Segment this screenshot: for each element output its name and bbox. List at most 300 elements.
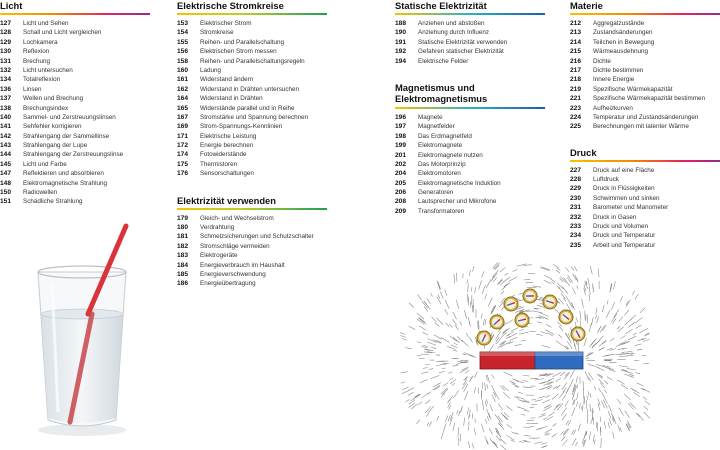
toc-page-number: 192 xyxy=(395,48,407,56)
toc-entry-label: Energieverbrauch im Haushalt xyxy=(200,261,285,269)
toc-entry xyxy=(395,47,545,56)
toc-entry-label: Elektromotoren xyxy=(418,170,461,178)
iron-filing xyxy=(597,316,599,323)
iron-filing xyxy=(506,435,514,440)
iron-filing xyxy=(501,413,508,420)
iron-filing xyxy=(644,412,650,419)
toc-page-number: 208 xyxy=(395,198,407,206)
iron-filing xyxy=(470,337,473,342)
toc-entry xyxy=(395,19,545,28)
iron-filing xyxy=(445,416,448,423)
iron-filing xyxy=(536,428,543,430)
toc-page-number: 148 xyxy=(0,179,12,187)
toc-entry-label: Stromstärke und Spannung berechnen xyxy=(200,113,309,121)
iron-filing xyxy=(402,390,410,394)
iron-filing xyxy=(556,385,561,389)
iron-filing xyxy=(441,430,444,439)
iron-filing xyxy=(531,404,537,405)
iron-filing xyxy=(502,385,508,391)
iron-filing xyxy=(534,311,542,313)
iron-filing xyxy=(608,405,611,412)
iron-filing xyxy=(500,386,505,391)
toc-page-number: 142 xyxy=(0,132,12,140)
iron-filing xyxy=(589,287,590,295)
iron-filing xyxy=(519,441,523,442)
iron-filing xyxy=(576,376,577,382)
iron-filing xyxy=(472,444,473,449)
toc-entry-label: Elektromagnetische Strahlung xyxy=(23,179,108,187)
iron-filing xyxy=(561,408,567,416)
iron-filing xyxy=(456,364,461,365)
iron-filing xyxy=(643,389,650,394)
iron-filing xyxy=(526,423,531,424)
iron-filing xyxy=(633,333,637,335)
iron-filing xyxy=(544,280,552,284)
toc-entry-label: Brechungsindex xyxy=(23,104,69,112)
toc-page-number: 155 xyxy=(177,38,189,46)
iron-filing xyxy=(449,395,454,401)
iron-filing xyxy=(454,274,455,283)
iron-filing xyxy=(614,281,616,289)
toc-page-number: 153 xyxy=(177,20,189,27)
iron-filing xyxy=(425,407,431,414)
iron-filing xyxy=(552,434,557,437)
iron-filing xyxy=(604,396,608,404)
toc-entry xyxy=(395,160,545,169)
iron-filing xyxy=(454,343,458,346)
iron-filing xyxy=(630,403,636,409)
iron-filing xyxy=(447,399,450,403)
iron-filing xyxy=(636,325,642,329)
toc-entry-label: Reihen- und Parallelschaltung xyxy=(200,38,285,46)
toc-entry xyxy=(177,279,327,288)
iron-filing xyxy=(450,336,457,342)
iron-filing xyxy=(541,443,547,445)
iron-filing xyxy=(453,312,457,319)
toc-entry xyxy=(0,113,150,122)
iron-filing xyxy=(566,296,570,302)
iron-filing xyxy=(493,392,496,397)
iron-filing xyxy=(620,296,622,301)
toc-page-number: 217 xyxy=(570,66,582,74)
iron-filing xyxy=(570,379,573,387)
iron-filing xyxy=(535,442,543,444)
iron-filing xyxy=(532,286,541,287)
iron-filing xyxy=(632,389,639,393)
iron-filing xyxy=(536,334,543,335)
iron-filing xyxy=(470,409,471,417)
toc-entry-label: Transformatoren xyxy=(418,207,465,215)
iron-filing xyxy=(409,303,414,308)
iron-filing xyxy=(489,428,492,434)
toc-page-number: 209 xyxy=(395,207,407,215)
iron-filing xyxy=(572,438,576,445)
entry-list-druck xyxy=(570,166,720,251)
iron-filing xyxy=(538,396,545,398)
toc-page-number: 234 xyxy=(570,232,582,240)
toc-entry xyxy=(395,38,545,47)
iron-filing xyxy=(500,439,506,445)
iron-filing xyxy=(523,440,528,441)
iron-filing xyxy=(524,411,529,412)
iron-filing xyxy=(551,282,555,284)
toc-page-number: 156 xyxy=(177,48,189,56)
iron-filing xyxy=(489,344,494,351)
iron-filing xyxy=(490,404,493,411)
iron-filing xyxy=(503,372,512,376)
toc-page-number: 198 xyxy=(395,132,407,140)
toc-entry xyxy=(395,151,545,160)
toc-page-number: 228 xyxy=(570,176,582,184)
iron-filing xyxy=(422,393,429,398)
iron-filing xyxy=(402,387,408,390)
iron-filing xyxy=(626,329,633,334)
iron-filing xyxy=(534,379,543,381)
iron-filing xyxy=(571,266,574,270)
compass-icon xyxy=(559,310,573,324)
column-elektrizitaet xyxy=(177,0,327,289)
iron-filing xyxy=(498,332,501,336)
toc-entry xyxy=(570,184,720,193)
section-rule-stromkreise xyxy=(177,13,327,15)
iron-filing xyxy=(545,429,552,433)
section-rule-magnetismus xyxy=(395,107,545,109)
toc-page-number: 183 xyxy=(177,252,189,260)
toc-entry xyxy=(177,104,327,113)
toc-entry xyxy=(0,19,150,28)
iron-filing xyxy=(635,344,642,346)
toc-page-number: 204 xyxy=(395,170,407,178)
iron-filing xyxy=(616,343,625,347)
compass-icon xyxy=(504,297,518,311)
iron-filing xyxy=(613,416,616,425)
toc-page-number: 181 xyxy=(177,233,189,241)
iron-filing xyxy=(445,290,447,296)
iron-filing xyxy=(488,297,492,306)
iron-filing xyxy=(574,266,577,271)
iron-filing xyxy=(518,392,523,394)
iron-filing xyxy=(590,404,591,412)
toc-entry-label: Radiowellen xyxy=(23,189,58,197)
toc-entry-label: Berechnungen mit latenter Wärme xyxy=(593,123,689,131)
iron-filing xyxy=(437,416,440,420)
iron-filing xyxy=(405,348,412,349)
iron-filing xyxy=(546,416,553,420)
iron-filing xyxy=(489,413,492,419)
toc-page-number: 202 xyxy=(395,160,407,168)
iron-filing xyxy=(544,275,551,278)
iron-filing xyxy=(562,414,566,420)
iron-filing xyxy=(438,295,440,299)
iron-filing xyxy=(454,390,459,398)
iron-filing xyxy=(482,400,484,410)
iron-filing xyxy=(542,345,551,347)
iron-filing xyxy=(445,309,448,314)
iron-filing xyxy=(443,363,449,364)
iron-filing xyxy=(593,408,594,414)
iron-filing xyxy=(517,264,527,266)
iron-filing xyxy=(576,318,577,323)
iron-filing xyxy=(508,320,513,324)
iron-filing xyxy=(628,322,635,327)
iron-filing xyxy=(515,344,522,346)
iron-filing xyxy=(436,355,440,356)
toc-page-number: 223 xyxy=(570,104,582,112)
iron-filing xyxy=(462,354,466,355)
iron-filing xyxy=(644,406,649,410)
iron-filing xyxy=(622,352,626,353)
iron-filing xyxy=(491,335,493,340)
iron-filing xyxy=(540,313,549,317)
iron-filing xyxy=(614,310,619,318)
toc-entry-label: Verdrahtung xyxy=(200,224,235,232)
iron-filing xyxy=(499,341,505,345)
iron-filing xyxy=(501,291,504,294)
toc-page-number: 218 xyxy=(570,76,582,84)
iron-filing xyxy=(598,269,599,278)
iron-filing xyxy=(543,406,552,411)
iron-filing xyxy=(628,336,636,340)
iron-filing xyxy=(449,378,453,381)
iron-filing xyxy=(578,343,579,352)
toc-entry-label: Schmelzsicherungen und Schutzschalter xyxy=(200,233,314,241)
toc-page-number: 176 xyxy=(177,170,189,178)
iron-filing xyxy=(605,354,615,356)
toc-entry xyxy=(395,197,545,206)
entry-list-statisch xyxy=(395,19,545,66)
toc-entry-label: Dichte xyxy=(593,57,611,65)
toc-entry xyxy=(0,150,150,159)
iron-filing xyxy=(554,404,561,411)
section-title-verwenden: Elektrizität verwenden xyxy=(177,194,276,206)
toc-entry xyxy=(570,241,720,250)
toc-page-number: 235 xyxy=(570,241,582,249)
iron-filing xyxy=(447,346,455,349)
toc-entry xyxy=(570,166,720,175)
compass-icon xyxy=(571,327,585,341)
iron-filing xyxy=(543,418,547,420)
toc-entry-label: Schall und Licht vergleichen xyxy=(23,29,102,37)
iron-filing xyxy=(432,388,436,391)
iron-filing xyxy=(465,370,469,373)
toc-entry-label: Stromkreise xyxy=(200,29,234,37)
toc-page-number: 130 xyxy=(0,48,12,56)
iron-filing xyxy=(499,302,504,307)
iron-filing xyxy=(624,394,631,400)
toc-page-number: 140 xyxy=(0,113,12,121)
iron-filing xyxy=(590,266,592,275)
iron-filing xyxy=(498,416,503,422)
iron-filing xyxy=(504,284,508,288)
section-title-druck: Druck xyxy=(570,146,597,158)
iron-filing xyxy=(401,372,408,373)
iron-filing xyxy=(585,358,589,359)
section-rule-druck xyxy=(570,160,720,162)
iron-filing xyxy=(524,265,532,266)
toc-page-number: 134 xyxy=(0,76,12,84)
iron-filing xyxy=(559,391,565,398)
iron-filing xyxy=(420,380,428,383)
iron-filing xyxy=(582,406,583,411)
toc-entry xyxy=(395,188,545,197)
toc-entry-label: Barometer und Manometer xyxy=(593,204,669,212)
toc-page-number: 128 xyxy=(0,29,12,37)
toc-entry-label: Sensorschaltungen xyxy=(200,170,254,178)
iron-filing xyxy=(424,307,428,312)
toc-page-number: 132 xyxy=(0,66,12,74)
toc-entry xyxy=(395,141,545,150)
iron-filing xyxy=(512,269,517,271)
iron-filing xyxy=(427,299,431,304)
iron-filing xyxy=(485,294,487,299)
iron-filing xyxy=(465,391,469,400)
entry-list-verwenden xyxy=(177,214,327,289)
toc-page-number: 233 xyxy=(570,223,582,231)
column-materie-druck xyxy=(570,0,720,250)
toc-entry xyxy=(395,57,545,66)
iron-filing xyxy=(580,321,581,327)
toc-entry-label: Widerstand ändern xyxy=(200,76,254,84)
toc-page-number: 138 xyxy=(0,104,12,112)
toc-page-number: 186 xyxy=(177,280,189,288)
toc-page-number: 144 xyxy=(0,151,12,159)
entry-list-licht xyxy=(0,19,150,207)
iron-filing xyxy=(639,328,648,333)
iron-filing xyxy=(574,344,576,351)
iron-filing xyxy=(421,346,427,348)
section-title-licht: Licht xyxy=(0,0,23,11)
toc-entry xyxy=(177,85,327,94)
toc-entry xyxy=(177,232,327,241)
toc-entry-label: Strahlengang der Zerstreuungslinse xyxy=(23,151,124,159)
iron-filing xyxy=(565,401,568,407)
toc-entry-label: Aufheizkurven xyxy=(593,104,633,112)
toc-entry xyxy=(0,188,150,197)
iron-filing xyxy=(541,413,546,415)
toc-entry-label: Spezifische Wärmekapazität bestimmen xyxy=(593,95,705,103)
iron-filing xyxy=(602,401,605,408)
toc-page-number: 164 xyxy=(177,95,189,103)
iron-filing xyxy=(613,432,614,439)
toc-entry xyxy=(177,122,327,131)
toc-entry xyxy=(0,28,150,37)
toc-page-number: 147 xyxy=(0,170,12,178)
iron-filing xyxy=(422,332,428,335)
toc-entry xyxy=(570,175,720,184)
iron-filing xyxy=(592,317,594,325)
iron-filing xyxy=(481,424,484,433)
iron-filing xyxy=(437,297,441,304)
section-rule-materie xyxy=(570,13,720,15)
iron-filing xyxy=(617,326,620,329)
iron-filing xyxy=(493,442,497,447)
iron-filing xyxy=(468,284,469,292)
iron-filing xyxy=(599,388,601,392)
iron-filing xyxy=(443,382,448,386)
toc-entry xyxy=(177,150,327,159)
toc-entry xyxy=(0,122,150,131)
iron-filing xyxy=(589,323,591,331)
iron-filing xyxy=(599,347,605,350)
toc-entry-label: Magnetfelder xyxy=(418,123,455,131)
bar-magnet-field-illustration xyxy=(400,262,650,450)
toc-entry-label: Anziehung durch Influenz xyxy=(418,29,490,37)
iron-filing xyxy=(449,405,451,409)
iron-filing xyxy=(425,400,430,404)
toc-page-number: 201 xyxy=(395,151,407,159)
iron-filing xyxy=(572,287,575,294)
toc-page-number: 141 xyxy=(0,123,12,131)
toc-page-number: 129 xyxy=(0,38,12,46)
iron-filing xyxy=(584,338,587,346)
iron-filing xyxy=(493,442,498,449)
iron-filing xyxy=(519,332,529,334)
iron-filing xyxy=(486,375,487,381)
toc-entry-label: Dichte bestimmen xyxy=(593,66,644,74)
iron-filing xyxy=(608,422,609,428)
toc-entry-label: Stromschläge vermeiden xyxy=(200,242,270,250)
iron-filing xyxy=(444,424,446,431)
toc-entry xyxy=(570,94,720,103)
iron-filing xyxy=(524,435,531,436)
toc-entry xyxy=(395,179,545,188)
toc-page-number: 227 xyxy=(570,166,582,174)
column-licht xyxy=(0,0,150,207)
iron-filing xyxy=(561,437,565,441)
toc-page-number: 171 xyxy=(177,132,189,140)
toc-entry-label: Totalreflexion xyxy=(23,76,61,84)
toc-entry-label: Druck und Temperatur xyxy=(593,232,656,240)
iron-filing xyxy=(643,340,649,342)
iron-filing xyxy=(563,440,568,446)
iron-filing xyxy=(463,380,467,385)
toc-entry-label: Strahlengang der Sammellinse xyxy=(23,132,110,140)
iron-filing xyxy=(452,383,455,386)
compass-icon xyxy=(490,315,504,329)
iron-filing xyxy=(487,399,488,404)
iron-filing xyxy=(544,317,548,319)
iron-filing xyxy=(496,394,500,400)
toc-entry xyxy=(177,57,327,66)
iron-filing xyxy=(570,370,575,379)
iron-filing xyxy=(451,345,457,348)
iron-filing xyxy=(542,446,547,448)
iron-filing xyxy=(556,270,560,273)
toc-entry-label: Reihen- und Parallelschaltungsregeln xyxy=(200,57,305,65)
iron-filing xyxy=(583,381,584,390)
iron-filing xyxy=(596,308,597,315)
iron-filing xyxy=(507,424,512,428)
iron-filing xyxy=(556,378,561,382)
toc-entry xyxy=(0,179,150,188)
toc-page-number: 224 xyxy=(570,113,582,121)
iron-filing xyxy=(496,337,500,342)
iron-filing xyxy=(572,407,575,416)
toc-entry-label: Widerstand in Drähten untersuchen xyxy=(200,85,300,93)
toc-page-number: 131 xyxy=(0,57,12,65)
toc-entry-label: Das Erdmagnetfeld xyxy=(418,132,472,140)
toc-entry-label: Ladung xyxy=(200,66,222,74)
iron-filing xyxy=(464,310,466,319)
toc-page-number: 136 xyxy=(0,85,12,93)
toc-entry xyxy=(570,66,720,75)
toc-entry-label: Zustandsänderungen xyxy=(593,29,653,37)
iron-filing xyxy=(589,431,591,439)
toc-page-number: 197 xyxy=(395,123,407,131)
section-title-statisch: Statische Elektrizität xyxy=(395,0,487,11)
toc-page-number: 169 xyxy=(177,123,189,131)
iron-filing xyxy=(553,372,561,377)
